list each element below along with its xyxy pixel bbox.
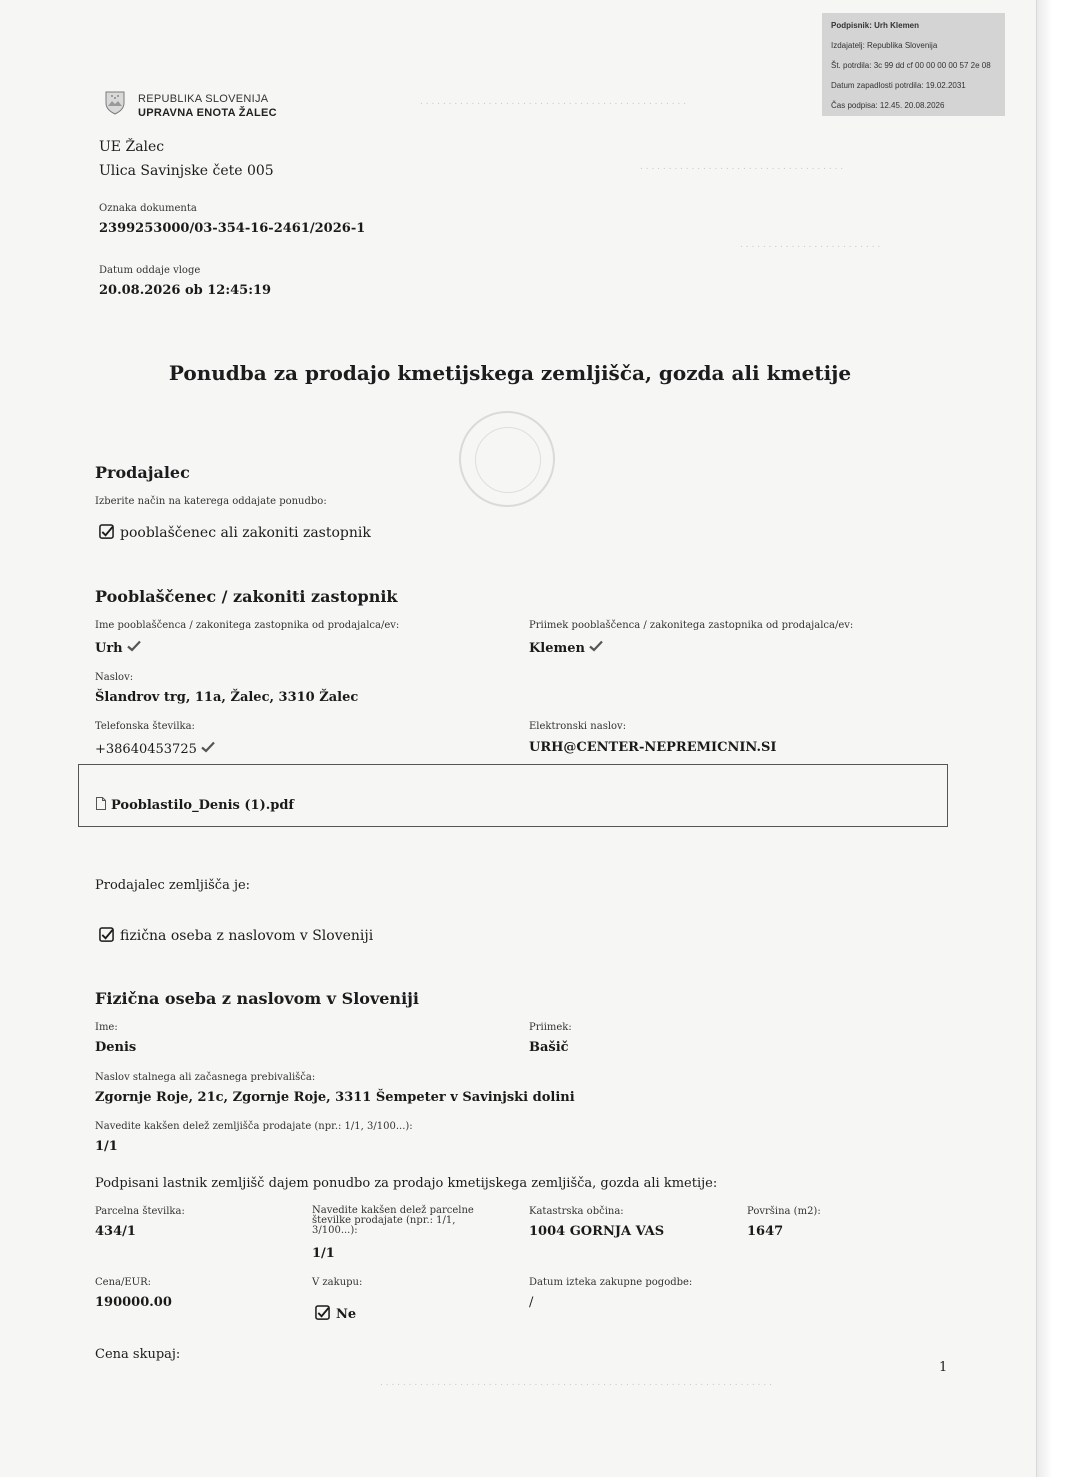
- verified-check-icon: [127, 640, 141, 652]
- parcel-value: 434/1: [95, 1224, 136, 1239]
- document-id-value: 2399253000/03-354-16-2461/2026-1: [99, 221, 366, 236]
- cadastral-value: 1004 GORNJA VAS: [529, 1224, 665, 1239]
- bleed-through-text: . . . . . . . . . . . . . . . . . . . . . . . . . . . . . . . . . . . . . . . . . . . . . . .: [420, 97, 687, 107]
- lease-row: [315, 1305, 356, 1322]
- signature-signer: Podpisnik: Urh Klemen: [831, 21, 920, 30]
- signature-time: Čas podpisa: 12.45. 20.08.2026: [831, 101, 945, 110]
- page-title: Ponudba za prodajo kmetijskega zemljišča, gozda ali kmetije: [168, 361, 852, 385]
- rep-address-label: Naslov:: [95, 672, 134, 683]
- rep-email-value: URH@CENTER-NEPREMICNIN.SI: [529, 740, 777, 755]
- seller-type-option-label: fizična oseba z naslovom v Sloveniji: [120, 928, 374, 944]
- rep-phone-label: Telefonska številka:: [95, 721, 195, 732]
- rep-first-name-value: Urh: [95, 641, 123, 656]
- rep-email-label: Elektronski naslov:: [529, 721, 627, 732]
- checked-checkbox-icon[interactable]: [99, 927, 114, 942]
- lease-value: Ne: [336, 1307, 357, 1322]
- person-share-label: Navedite kakšen delež zemljišča prodajate (npr.: 1/1, 3/100...):: [95, 1121, 413, 1132]
- attachment-link[interactable]: [96, 797, 294, 813]
- rep-last-name-row: [529, 640, 603, 656]
- submission-date-value: 20.08.2026 ob 12:45:19: [99, 283, 272, 298]
- seller-type-prompt: Prodajalec zemljišča je:: [95, 878, 251, 893]
- cadastral-label: Katastrska občina:: [529, 1206, 624, 1217]
- seller-option-row: [99, 524, 371, 541]
- rep-address-value: Šlandrov trg, 11a, Žalec, 3310 Žalec: [95, 690, 359, 705]
- person-first-name-label: Ime:: [95, 1022, 118, 1033]
- paper-edge: [1036, 0, 1075, 1477]
- seller-prompt: Izberite način na katerega oddajate ponudbo:: [95, 496, 327, 507]
- person-share-value: 1/1: [95, 1139, 118, 1154]
- lease-end-value: /: [529, 1295, 534, 1310]
- rep-phone-value: +38640453725: [95, 742, 197, 757]
- price-label: Cena/EUR:: [95, 1277, 151, 1288]
- person-last-name-label: Priimek:: [529, 1022, 572, 1033]
- parcel-share-label: Navedite kakšen delež parcelne številke prodajate (npr.: 1/1, 3/100...):: [312, 1205, 474, 1236]
- verified-check-icon: [201, 741, 215, 753]
- coat-of-arms-icon: [105, 91, 125, 115]
- parcel-share-value: 1/1: [312, 1246, 335, 1261]
- lease-label: V zakupu:: [312, 1277, 363, 1288]
- offer-statement: Podpisani lastnik zemljišč dajem ponudbo za prodajo kmetijskega zemljišča, gozda ali kmetije:: [95, 1176, 718, 1191]
- office-address: Ulica Savinjske čete 005: [99, 163, 274, 179]
- area-label: Površina (m2):: [747, 1206, 821, 1217]
- lease-end-label: Datum izteka zakupne pogodbe:: [529, 1277, 693, 1288]
- rep-phone-row: [95, 741, 215, 757]
- page-number: 1: [939, 1360, 948, 1375]
- logo-line-1: REPUBLIKA SLOVENIJA: [138, 93, 269, 105]
- person-heading: Fizična oseba z naslovom v Sloveniji: [95, 989, 420, 1008]
- file-icon: [96, 797, 106, 810]
- signature-cert-number: Št. potrdila: 3c 99 dd cf 00 00 00 00 57 2e 08: [831, 61, 991, 70]
- verified-check-icon: [589, 640, 603, 652]
- checked-checkbox-icon[interactable]: [99, 524, 114, 539]
- signature-cert-expiry: Datum zapadlosti potrdila: 19.02.2031: [831, 81, 966, 90]
- bleed-through-text: . . . . . . . . . . . . . . . . . . . . . . . . . . . . . . . . . . . .: [640, 162, 844, 172]
- digital-signature-box: [822, 13, 1005, 116]
- bleed-through-text: . . . . . . . . . . . . . . . . . . . . . . . . . . . . . . . . . . . . . . . . . . . . . . . . . . . . . . . . . . . . . . . . . . . . .: [380, 1378, 772, 1388]
- logo-line-2: UPRAVNA ENOTA ŽALEC: [138, 107, 277, 119]
- price-value: 190000.00: [95, 1295, 172, 1310]
- rep-last-name-label: Priimek pooblaščenca / zakonitega zastopnika od prodajalca/ev:: [529, 620, 854, 631]
- checked-checkbox-icon[interactable]: [315, 1305, 330, 1320]
- area-value: 1647: [747, 1224, 784, 1239]
- submission-date-label: Datum oddaje vloge: [99, 265, 201, 276]
- bleed-through-stamp: [459, 411, 555, 507]
- person-first-name-value: Denis: [95, 1040, 137, 1055]
- representative-heading: Pooblaščenec / zakoniti zastopnik: [95, 587, 398, 606]
- seller-type-option-row: [99, 927, 373, 944]
- attachment-box: [78, 764, 948, 827]
- rep-first-name-row: [95, 640, 141, 656]
- attachment-filename: Pooblastilo_Denis (1).pdf: [111, 798, 295, 813]
- bleed-through-text: . . . . . . . . . . . . . . . . . . . . . . . . .: [740, 240, 881, 250]
- seller-option-label: pooblaščenec ali zakoniti zastopnik: [120, 525, 371, 541]
- rep-first-name-label: Ime pooblaščenca / zakonitega zastopnika od prodajalca/ev:: [95, 620, 400, 631]
- seller-heading: Prodajalec: [95, 463, 190, 482]
- person-address-label: Naslov stalnega ali začasnega prebivališča:: [95, 1072, 316, 1083]
- person-last-name-value: Bašič: [529, 1040, 569, 1055]
- parcel-label: Parcelna številka:: [95, 1206, 185, 1217]
- person-address-value: Zgornje Roje, 21c, Zgornje Roje, 3311 Šempeter v Savinjski dolini: [95, 1090, 575, 1105]
- signature-issuer: Izdajatelj: Republika Slovenija: [831, 41, 938, 50]
- total-price-label: Cena skupaj:: [95, 1347, 181, 1362]
- office-name: UE Žalec: [99, 139, 165, 155]
- document-id-label: Oznaka dokumenta: [99, 203, 197, 214]
- rep-last-name-value: Klemen: [529, 641, 585, 656]
